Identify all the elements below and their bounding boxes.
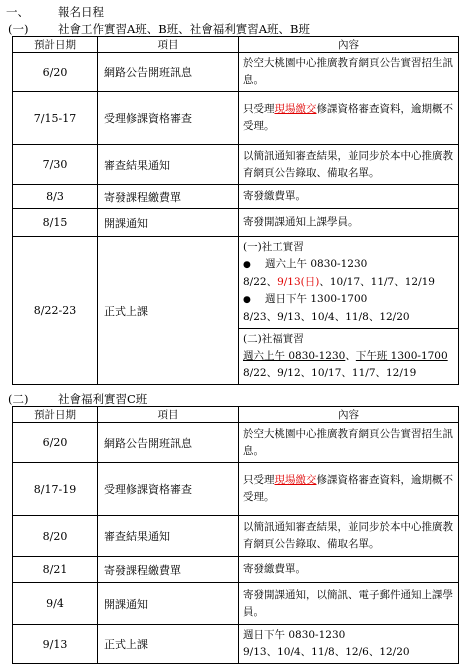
class-time: 週日下午 0830-1230 (243, 629, 346, 641)
header-content: 內容 (239, 37, 459, 53)
table-row (13, 53, 459, 92)
table-row (13, 516, 459, 557)
main-heading-number: 一、 (6, 5, 29, 19)
content-highlight: 現場繳交 (274, 103, 317, 115)
table-row (13, 557, 459, 583)
section1-number: (一) (8, 22, 29, 36)
row-content (239, 625, 459, 664)
welfare-block (239, 329, 458, 384)
section1-title-text: 社會工作實習A班、B班、社會福利實習A班、B班 (58, 22, 311, 36)
saturday-dates-highlight: 9/13(日) (277, 276, 320, 288)
row-item: 寄發課程繳費單 (98, 185, 239, 209)
table-header-row (13, 407, 459, 423)
table-row (13, 209, 459, 237)
row-item: 正式上課 (98, 237, 239, 385)
section2-title (8, 391, 147, 407)
row-date: 8/22-23 (13, 237, 98, 385)
header-item: 項目 (98, 407, 239, 423)
main-heading-title: 報名日程 (58, 5, 104, 19)
row-content: 以簡訊通知審查結果，並同步於本中心推廣教育網頁公告錄取、備取名單。 (239, 516, 459, 557)
welfare-schedule-a: 週六上午 0830-1230 (243, 350, 346, 362)
row-item: 受理修課資格審查 (98, 92, 239, 145)
row-content: 於空大桃園中心推廣教育網頁公告實習招生訊息。 (239, 423, 459, 463)
row-date: 8/20 (13, 516, 98, 557)
row-item: 開課通知 (98, 209, 239, 237)
saturday-label: 週六上午 0830-1230 (265, 258, 368, 270)
header-date: 預計日期 (13, 37, 98, 53)
row-item: 寄發課程繳費單 (98, 557, 239, 583)
table-header-row (13, 37, 459, 53)
row-item: 正式上課 (98, 625, 239, 664)
row-date: 8/21 (13, 557, 98, 583)
header-item: 項目 (98, 37, 239, 53)
section2-title-text: 社會福利實習C班 (58, 392, 148, 406)
row-date: 9/4 (13, 583, 98, 625)
welfare-schedule-b: 下午班 1300-1700 (355, 350, 448, 362)
table-row (13, 145, 459, 185)
header-date: 預計日期 (13, 407, 98, 423)
saturday-schedule (243, 256, 454, 274)
row-date: 8/3 (13, 185, 98, 209)
social-work-title: (一)社工實習 (243, 241, 304, 253)
sunday-dates: 8/23、9/13、10/4、11/8、12/20 (243, 311, 410, 323)
row-date: 7/15-17 (13, 92, 98, 145)
class-dates: 9/13、10/4、11/8、12/6、12/20 (243, 646, 410, 658)
bullet-icon: ● (243, 295, 251, 305)
saturday-dates-a: 8/22、 (243, 276, 278, 288)
row-date: 9/13 (13, 625, 98, 664)
row-date: 6/20 (13, 423, 98, 463)
table-row (13, 185, 459, 209)
saturday-dates (243, 274, 454, 291)
welfare-title: (二)社福實習 (243, 333, 304, 345)
row-content: 寄發繳費單。 (239, 185, 459, 209)
row-content (239, 463, 459, 516)
section1-title (8, 21, 310, 37)
content-pre: 只受理 (243, 474, 275, 486)
table-row (13, 463, 459, 516)
sunday-schedule (243, 291, 454, 309)
row-content (239, 92, 459, 145)
content-post: 修課資格審查資料，逾期概不受理。 (243, 474, 453, 503)
welfare-dates: 8/22、9/12、10/17、11/7、12/19 (243, 367, 417, 379)
social-work-block (239, 237, 458, 329)
table-row (13, 92, 459, 145)
sunday-label: 週日下午 1300-1700 (265, 293, 368, 305)
section1-table (12, 36, 459, 385)
row-content (239, 237, 459, 385)
section2-table (12, 406, 459, 664)
table-row (13, 625, 459, 664)
row-date: 6/20 (13, 53, 98, 92)
section2-number: (二) (8, 392, 29, 406)
row-date: 8/17-19 (13, 463, 98, 516)
welfare-schedule-sep: 、 (345, 350, 356, 362)
table-row (13, 583, 459, 625)
table-row (13, 237, 459, 385)
row-content: 寄發開課通知上課學員。 (239, 209, 459, 237)
row-item: 網路公告開班訊息 (98, 53, 239, 92)
welfare-schedule (243, 348, 454, 365)
content-highlight: 現場繳交 (274, 474, 317, 486)
row-content: 以簡訊通知審查結果，並同步於本中心推廣教育網頁公告錄取、備取名單。 (239, 145, 459, 185)
row-date: 7/30 (13, 145, 98, 185)
row-content: 於空大桃園中心推廣教育網頁公告實習招生訊息。 (239, 53, 459, 92)
row-item: 受理修課資格審查 (98, 463, 239, 516)
row-item: 審查結果通知 (98, 516, 239, 557)
row-content: 寄發繳費單。 (239, 557, 459, 583)
table-row (13, 423, 459, 463)
bullet-icon: ● (243, 260, 251, 270)
main-heading (6, 4, 104, 20)
content-post: 修課資格審查資料，逾期概不受理。 (243, 103, 453, 132)
content-pre: 只受理 (243, 103, 275, 115)
row-item: 審查結果通知 (98, 145, 239, 185)
header-content: 內容 (239, 407, 459, 423)
row-content: 寄發開課通知，以簡訊、電子郵件通知上課學員。 (239, 583, 459, 625)
saturday-dates-b: 、10/17、11/7、12/19 (319, 276, 435, 288)
row-date: 8/15 (13, 209, 98, 237)
row-item: 網路公告開班訊息 (98, 423, 239, 463)
row-item: 開課通知 (98, 583, 239, 625)
